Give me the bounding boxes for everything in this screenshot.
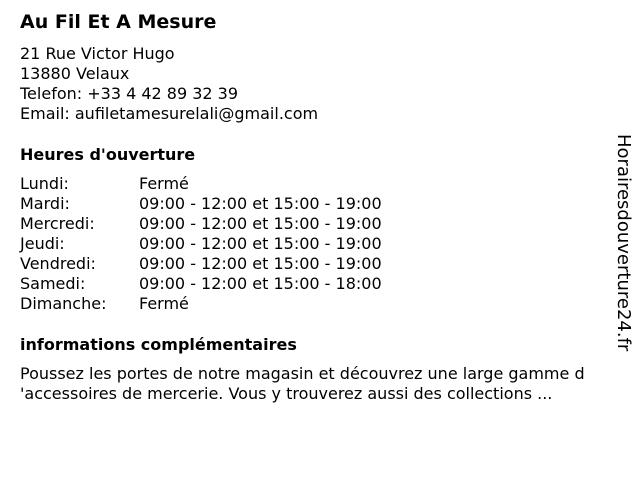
hours-value: 09:00 - 12:00 et 15:00 - 19:00 xyxy=(139,214,382,233)
description-line: 'accessoires de mercerie. Vous y trouverez aussi des collections ... xyxy=(20,384,553,403)
day-label: Lundi: xyxy=(20,174,69,193)
opening-hours-table xyxy=(20,174,440,314)
hours-value: Fermé xyxy=(139,294,189,313)
additional-info-heading: informations complémentaires xyxy=(20,335,297,354)
email-address: Email: aufiletamesurelali@gmail.com xyxy=(20,104,319,123)
day-label: Samedi: xyxy=(20,274,86,293)
opening-hours-heading: Heures d'ouverture xyxy=(20,145,196,164)
site-watermark: Horairesdouverture24.fr xyxy=(613,134,634,352)
hours-row-thursday xyxy=(20,234,440,254)
business-contact xyxy=(20,44,318,124)
hours-value: 09:00 - 12:00 et 15:00 - 19:00 xyxy=(139,254,382,273)
hours-row-tuesday xyxy=(20,194,440,214)
hours-value: 09:00 - 12:00 et 15:00 - 19:00 xyxy=(139,194,382,213)
phone-number: Telefon: +33 4 42 89 32 39 xyxy=(20,84,239,103)
hours-row-monday xyxy=(20,174,440,194)
business-name: Au Fil Et A Mesure xyxy=(20,11,217,33)
day-label: Mercredi: xyxy=(20,214,95,233)
street-address: 21 Rue Victor Hugo xyxy=(20,44,175,63)
day-label: Dimanche: xyxy=(20,294,107,313)
day-label: Vendredi: xyxy=(20,254,96,273)
city: 13880 Velaux xyxy=(20,64,130,83)
hours-row-sunday xyxy=(20,294,440,314)
day-label: Jeudi: xyxy=(20,234,65,253)
hours-row-friday xyxy=(20,254,440,274)
hours-row-wednesday xyxy=(20,214,440,234)
business-description xyxy=(20,364,630,404)
hours-row-saturday xyxy=(20,274,440,294)
hours-value: 09:00 - 12:00 et 15:00 - 18:00 xyxy=(139,274,382,293)
description-line: Poussez les portes de notre magasin et découvrez une large gamme d xyxy=(20,364,585,383)
day-label: Mardi: xyxy=(20,194,70,213)
hours-value: 09:00 - 12:00 et 15:00 - 19:00 xyxy=(139,234,382,253)
hours-value: Fermé xyxy=(139,174,189,193)
